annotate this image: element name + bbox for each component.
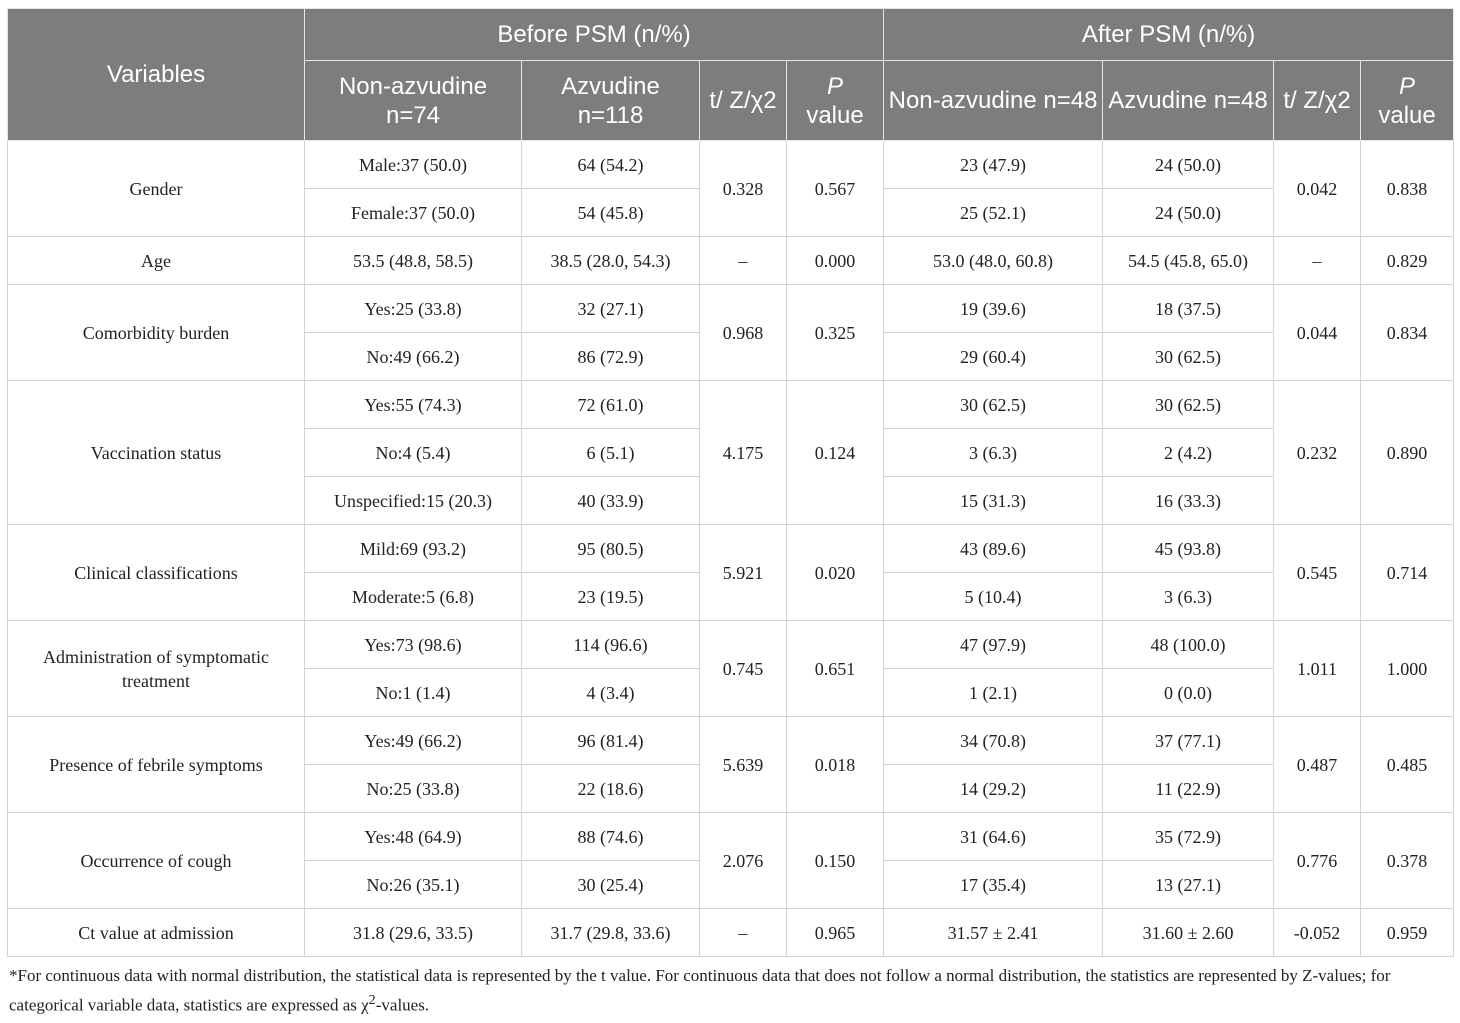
table-row	[8, 237, 1454, 285]
before-non-azvudine-cell: No:26 (35.1)	[305, 861, 522, 909]
after-azvudine-cell: 24 (50.0)	[1103, 141, 1274, 189]
before-non-azvudine-cell: 31.8 (29.6, 33.5)	[305, 909, 522, 957]
after-azvudine-cell: 2 (4.2)	[1103, 429, 1274, 477]
after-p-value-cell: 0.485	[1361, 717, 1454, 813]
after-non-azvudine-cell: 31.57 ± 2.41	[884, 909, 1103, 957]
after-azvudine-cell: 45 (93.8)	[1103, 525, 1274, 573]
before-azvudine-cell: 6 (5.1)	[522, 429, 700, 477]
before-p-value-cell: 0.965	[787, 909, 884, 957]
after-azvudine-cell: 54.5 (45.8, 65.0)	[1103, 237, 1274, 285]
variable-name-cell: Age	[8, 237, 305, 285]
after-stat-cell: -0.052	[1274, 909, 1361, 957]
after-non-azvudine-cell: 29 (60.4)	[884, 333, 1103, 381]
after-azvudine-cell: 30 (62.5)	[1103, 333, 1274, 381]
before-non-azvudine-cell: Yes:73 (98.6)	[305, 621, 522, 669]
variable-name-cell: Ct value at admission	[8, 909, 305, 957]
after-non-azvudine-cell: 15 (31.3)	[884, 477, 1103, 525]
before-p-value-cell: 0.020	[787, 525, 884, 621]
before-psm-header: Before PSM (n/%)	[305, 9, 884, 61]
after-p-value-cell: 0.890	[1361, 381, 1454, 525]
after-azvudine-cell: 13 (27.1)	[1103, 861, 1274, 909]
before-azvudine-cell: 4 (3.4)	[522, 669, 700, 717]
after-non-azvudine-cell: 34 (70.8)	[884, 717, 1103, 765]
after-stat-cell: 0.044	[1274, 285, 1361, 381]
before-p-value-cell: 0.150	[787, 813, 884, 909]
before-azvudine-cell: 30 (25.4)	[522, 861, 700, 909]
before-p-value-cell: 0.124	[787, 381, 884, 525]
before-non-azvudine-cell: No:49 (66.2)	[305, 333, 522, 381]
before-non-azvudine-cell: No:25 (33.8)	[305, 765, 522, 813]
table-row	[8, 285, 1454, 333]
table-row	[8, 621, 1454, 669]
after-azvudine-cell: 35 (72.9)	[1103, 813, 1274, 861]
after-non-azvudine-cell: 43 (89.6)	[884, 525, 1103, 573]
before-p-value-cell: 0.325	[787, 285, 884, 381]
footnote-superscript: 2	[368, 992, 376, 1008]
after-azvudine-cell: 3 (6.3)	[1103, 573, 1274, 621]
before-stat-cell: –	[700, 237, 787, 285]
variable-name-cell: Gender	[8, 141, 305, 237]
table-row	[8, 909, 1454, 957]
before-azvudine-cell: 32 (27.1)	[522, 285, 700, 333]
after-p-value-header	[1361, 61, 1454, 141]
before-non-azvudine-cell: Unspecified:15 (20.3)	[305, 477, 522, 525]
p-value-word: value	[806, 101, 864, 129]
after-p-value-cell: 0.829	[1361, 237, 1454, 285]
azvudine-118-header: Azvudine n=118	[522, 61, 700, 141]
after-psm-header: After PSM (n/%)	[884, 9, 1454, 61]
after-azvudine-cell: 0 (0.0)	[1103, 669, 1274, 717]
after-azvudine-cell: 37 (77.1)	[1103, 717, 1274, 765]
before-p-value-cell: 0.018	[787, 717, 884, 813]
after-non-azvudine-cell: 47 (97.9)	[884, 621, 1103, 669]
before-azvudine-cell: 114 (96.6)	[522, 621, 700, 669]
table-row	[8, 717, 1454, 765]
after-non-azvudine-cell: 19 (39.6)	[884, 285, 1103, 333]
after-p-value-cell: 0.959	[1361, 909, 1454, 957]
variable-name-cell: Presence of febrile symptoms	[8, 717, 305, 813]
non-azvudine-48-header: Non-azvudine n=48	[884, 61, 1103, 141]
after-stat-cell: 1.011	[1274, 621, 1361, 717]
variable-name-cell: Comorbidity burden	[8, 285, 305, 381]
before-azvudine-cell: 72 (61.0)	[522, 381, 700, 429]
after-non-azvudine-cell: 1 (2.1)	[884, 669, 1103, 717]
footnote-text: *For continuous data with normal distribution, the statistical data is represented by the t value. For continuous data that does not follow a normal distribution, the statistics are represented by Z-values; for categorical variable data, statistics are expressed as χ	[9, 966, 1391, 1015]
after-azvudine-cell: 30 (62.5)	[1103, 381, 1274, 429]
before-non-azvudine-cell: Yes:55 (74.3)	[305, 381, 522, 429]
variable-name-cell: Occurrence of cough	[8, 813, 305, 909]
before-azvudine-cell: 54 (45.8)	[522, 189, 700, 237]
after-azvudine-cell: 18 (37.5)	[1103, 285, 1274, 333]
table-header	[8, 9, 1454, 141]
before-stat-cell: 5.639	[700, 717, 787, 813]
after-azvudine-cell: 31.60 ± 2.60	[1103, 909, 1274, 957]
before-non-azvudine-cell: Yes:49 (66.2)	[305, 717, 522, 765]
footnote-text-end: -values.	[375, 995, 430, 1015]
after-non-azvudine-cell: 3 (6.3)	[884, 429, 1103, 477]
before-non-azvudine-cell: Yes:48 (64.9)	[305, 813, 522, 861]
after-non-azvudine-cell: 23 (47.9)	[884, 141, 1103, 189]
azvudine-48-header: Azvudine n=48	[1103, 61, 1274, 141]
after-azvudine-cell: 11 (22.9)	[1103, 765, 1274, 813]
before-p-value-cell: 0.000	[787, 237, 884, 285]
before-non-azvudine-cell: Moderate:5 (6.8)	[305, 573, 522, 621]
table-row	[8, 525, 1454, 573]
after-stat-cell: –	[1274, 237, 1361, 285]
after-p-value-cell: 1.000	[1361, 621, 1454, 717]
before-azvudine-cell: 38.5 (28.0, 54.3)	[522, 237, 700, 285]
before-azvudine-cell: 88 (74.6)	[522, 813, 700, 861]
after-non-azvudine-cell: 30 (62.5)	[884, 381, 1103, 429]
before-azvudine-cell: 86 (72.9)	[522, 333, 700, 381]
before-stat-cell: 0.968	[700, 285, 787, 381]
before-stat-cell: 0.328	[700, 141, 787, 237]
before-non-azvudine-cell: Yes:25 (33.8)	[305, 285, 522, 333]
after-stat-header: t/ Z/χ2	[1274, 61, 1361, 141]
p-value-word: value	[1378, 101, 1436, 129]
table-body	[8, 141, 1454, 957]
after-non-azvudine-cell: 25 (52.1)	[884, 189, 1103, 237]
after-non-azvudine-cell: 53.0 (48.0, 60.8)	[884, 237, 1103, 285]
after-azvudine-cell: 24 (50.0)	[1103, 189, 1274, 237]
after-p-value-cell: 0.838	[1361, 141, 1454, 237]
p-letter: P	[1399, 72, 1416, 100]
variable-name-cell: Vaccination status	[8, 381, 305, 525]
before-azvudine-cell: 22 (18.6)	[522, 765, 700, 813]
variable-name-cell: Administration of symptomatic treatment	[8, 621, 305, 717]
before-p-value-cell: 0.651	[787, 621, 884, 717]
footnote	[9, 963, 1455, 1018]
after-stat-cell: 0.042	[1274, 141, 1361, 237]
non-azvudine-74-header: Non-azvudine n=74	[305, 61, 522, 141]
before-azvudine-cell: 95 (80.5)	[522, 525, 700, 573]
before-azvudine-cell: 64 (54.2)	[522, 141, 700, 189]
before-p-value-header	[787, 61, 884, 141]
before-stat-cell: –	[700, 909, 787, 957]
before-stat-cell: 5.921	[700, 525, 787, 621]
variables-header: Variables	[8, 9, 305, 141]
after-p-value-cell: 0.378	[1361, 813, 1454, 909]
before-non-azvudine-cell: Mild:69 (93.2)	[305, 525, 522, 573]
before-stat-cell: 0.745	[700, 621, 787, 717]
after-stat-cell: 0.545	[1274, 525, 1361, 621]
after-stat-cell: 0.232	[1274, 381, 1361, 525]
variable-name-cell: Clinical classifications	[8, 525, 305, 621]
before-non-azvudine-cell: Male:37 (50.0)	[305, 141, 522, 189]
before-p-value-cell: 0.567	[787, 141, 884, 237]
p-letter: P	[827, 72, 844, 100]
after-p-value-cell: 0.834	[1361, 285, 1454, 381]
data-table	[7, 8, 1454, 957]
before-non-azvudine-cell: No:4 (5.4)	[305, 429, 522, 477]
before-azvudine-cell: 23 (19.5)	[522, 573, 700, 621]
after-azvudine-cell: 48 (100.0)	[1103, 621, 1274, 669]
after-stat-cell: 0.487	[1274, 717, 1361, 813]
after-non-azvudine-cell: 31 (64.6)	[884, 813, 1103, 861]
table-row	[8, 141, 1454, 189]
after-non-azvudine-cell: 14 (29.2)	[884, 765, 1103, 813]
before-non-azvudine-cell: No:1 (1.4)	[305, 669, 522, 717]
before-azvudine-cell: 40 (33.9)	[522, 477, 700, 525]
after-p-value-cell: 0.714	[1361, 525, 1454, 621]
before-azvudine-cell: 31.7 (29.8, 33.6)	[522, 909, 700, 957]
before-stat-cell: 4.175	[700, 381, 787, 525]
before-stat-header: t/ Z/χ2	[700, 61, 787, 141]
table-row	[8, 381, 1454, 429]
table-container	[7, 8, 1453, 1018]
before-azvudine-cell: 96 (81.4)	[522, 717, 700, 765]
after-non-azvudine-cell: 5 (10.4)	[884, 573, 1103, 621]
before-non-azvudine-cell: 53.5 (48.8, 58.5)	[305, 237, 522, 285]
before-non-azvudine-cell: Female:37 (50.0)	[305, 189, 522, 237]
after-stat-cell: 0.776	[1274, 813, 1361, 909]
before-stat-cell: 2.076	[700, 813, 787, 909]
after-non-azvudine-cell: 17 (35.4)	[884, 861, 1103, 909]
after-azvudine-cell: 16 (33.3)	[1103, 477, 1274, 525]
table-row	[8, 813, 1454, 861]
